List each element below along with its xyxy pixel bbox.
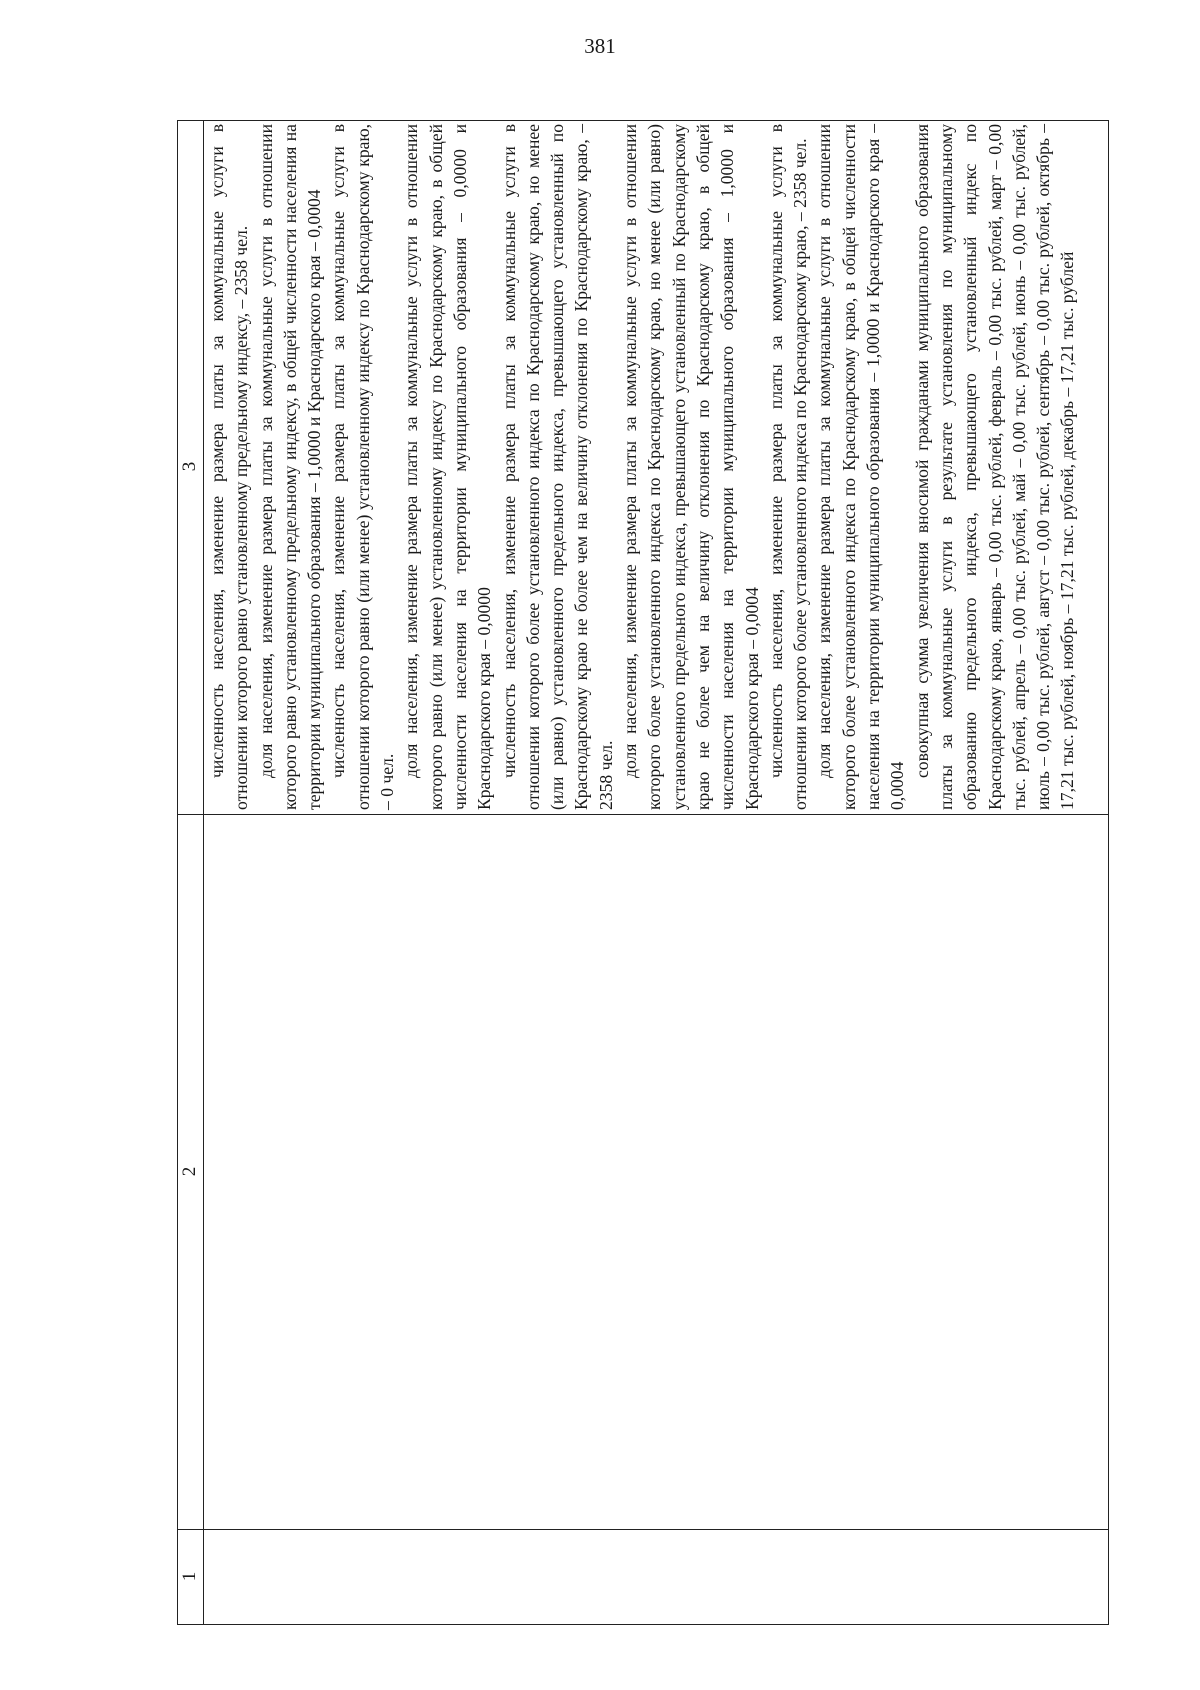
paragraph-population-share-equal-or-less-regional: доля населения, изменение размера платы за коммунальные услуги в отношении которого равно (или менее) установленному индексу по Краснодарскому краю, в общей численности населения на территории муниципального образования – 0,0000 и Краснодарского края – 0,0000 xyxy=(401,124,495,810)
table-header-cell-1: 1 xyxy=(179,1571,200,1582)
paragraph-population-share-equal-limit: доля населения, изменение размера платы за коммунальные услуги в отношении которого равно установленному предельному индексу, в общей численности населения на территории муниципального образования – 1,0000 и Краснодарского края – 0,0004 xyxy=(255,124,325,810)
page-number: 381 xyxy=(584,34,616,58)
table-header-cell-2: 2 xyxy=(179,1166,200,1177)
paragraph-population-share-above-regional: доля населения, изменение размера платы за коммунальные услуги в отношении которого более установленного индекса по Краснодарскому краю, в общей численности населения на территории муниципального образования – 1,0000 и Краснодарского края – 0,0004 xyxy=(814,124,908,810)
paragraph-population-count-above-regional: численность населения, изменение размера платы за коммунальные услуги в отношении которого более установленного индекса по Краснодарскому краю, – 2358 чел. xyxy=(765,124,811,810)
table-column-1 xyxy=(178,1529,1108,1624)
document-table xyxy=(177,120,1109,1625)
paragraph-population-share-above-regional-within-deviation: доля населения, изменение размера платы за коммунальные услуги в отношении которого более установленного индекса по Краснодарскому краю, но менее (или равно) установленного предельного индекса, превышающего установленный по Краснодарскому краю не более чем на величину отклонения по Краснодарскому краю, в общей численности населения на территории муниципального образования – 1,0000 и Краснодарского края – 0,0004 xyxy=(620,124,762,810)
table-cell-column-3-text xyxy=(205,124,1080,810)
paragraph-population-count-equal-or-less-regional: численность населения, изменение размера платы за коммунальные услуги в отношении которого равно (или менее) установленному индексу по Краснодарскому краю, – 0 чел. xyxy=(328,124,398,810)
table-header-cell-3: 3 xyxy=(179,461,200,472)
paragraph-total-payment-increase: совокупная сумма увеличения вносимой гражданами муниципального образования платы за коммунальные услуги в результате установления по муниципальному образованию предельного индекса, превышающего установленный индекс по Краснодарскому краю, январь – 0,00 тыс. рублей, февраль – 0,00 тыс. рублей, март – 0,00 тыс. рублей, апрель – 0,00 тыс. рублей, май – 0,00 тыс. рублей, июнь – 0,00 тыс. рублей, июль – 0,00 тыс. рублей, август – 0,00 тыс. рублей, сентябрь – 0,00 тыс. рублей, октябрь – 17,21 тыс. рублей, ноябрь – 17,21 тыс. рублей, декабрь – 17,21 тыс. рублей xyxy=(911,124,1078,810)
table-column-2 xyxy=(178,814,1108,1529)
paragraph-population-count-equal-limit: численность населения, изменение размера платы за коммунальные услуги в отношении которого равно установленному предельному индексу, – 2358 чел. xyxy=(207,124,252,810)
paragraph-population-count-above-regional-within-deviation: численность населения, изменение размера платы за коммунальные услуги в отношении которого более установленного индекса по Краснодарскому краю, но менее (или равно) установленного предельного индекса, превышающего установленный по Краснодарскому краю не более чем на величину отклонения по Краснодарскому краю, – 2358 чел. xyxy=(498,124,616,810)
